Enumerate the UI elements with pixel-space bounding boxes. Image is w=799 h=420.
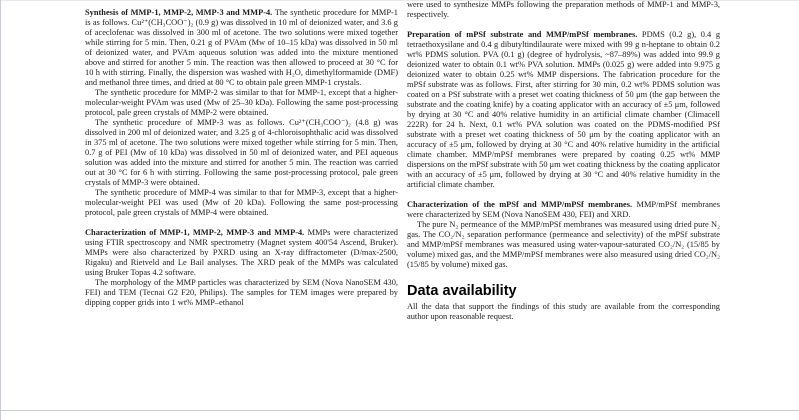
run-in-heading-characterization-membranes: Characterization of the mPSf and MMP/mPSf membranes. [407, 200, 633, 209]
paragraph-text: The synthetic procedure for MMP-2 was similar to that for MMP-1, except that a higher-molecular-weight PVAm was used (Mw of 25–30 kDa). Following the same post-processing protocol, pale green crystals of MMP-2 were obtained. [85, 88, 398, 117]
run-in-heading-synthesis: Synthesis of MMP-1, MMP-2, MMP-3 and MMP-4. [85, 8, 273, 17]
left-column [85, 8, 398, 308]
paragraph-synthesis-mmp3 [85, 118, 398, 188]
paragraph-text: The morphology of the MMP particles was characterized by SEM (Nova NanoSEM 430, FEI) and TEM (Tecnai G2 F20, Philips). The samples for TEM images were prepared by dipping copper grids into 1 wt% MMP–ethanol [85, 278, 398, 307]
paragraph-characterization-mmps [85, 228, 398, 278]
paragraph-text: MMP/mPSf membranes were characterized by SEM (Nova NanoSEM 430, FEI) and XRD. [407, 200, 721, 219]
page-boundary-line [0, 410, 799, 411]
run-in-heading-characterization-mmps: Characterization of MMP-1, MMP-2, MMP-3 and MMP-4. [85, 228, 305, 237]
section-heading-data-availability: Data availability [407, 283, 517, 299]
run-in-heading-preparation-mpsf: Preparation of mPSf substrate and MMP/mPSf membranes. [407, 30, 638, 39]
paragraph-text: were used to synthesize MMPs following the preparation methods of MMP-1 and MMP-3, respectively. [407, 0, 720, 19]
paragraph-morphology [85, 278, 398, 308]
right-column [407, 0, 720, 322]
paragraph-data-availability [407, 302, 720, 322]
page-edge-left [0, 0, 1, 420]
paragraph-text: The synthetic procedure of MMP-4 was similar to that for MMP-3, except that a higher-molecular-weight PEI was used (Mw of 20 kDa). Following the same post-processing protocol, pale green crystals of MMP-4 were obtained. [85, 188, 398, 217]
paragraph-synthesis-mmp1 [85, 8, 398, 88]
paragraph-text: The synthetic procedure for MMP-1 is as follows. Cu²⁺(CH₃COO⁻)₂ (0.9 g) was dissolved in 10 ml of deionized water, and 3.6 g of aceclofenac was dissolved in 300 ml of acetone. The two solutions were mixed together while stirring for 5 min. Then, 0.21 g of PVAm (Mw of 10–15 kDa) was dissolved in 50 ml of deionized water, and PVAm aqueous solution was added into the mixture mentioned above and stirred for another 5 min. The reaction was then allowed to proceed at 30 °C for 10 h with stirring. Finally, the dispersion was washed with H₂O, dimethylformamide (DMF) and methanol three times, and dried at 80 °C to obtain pale green MMP-1 crystals. [85, 8, 398, 87]
paragraph-synthesis-mmp2 [85, 88, 398, 118]
paragraph-permeance [407, 220, 720, 270]
paragraph-text: The pure N₂ permeance of the MMP/mPSf membranes was measured using dried pure N₂ gas. The CO₂/N₂ separation performance (permeance and selectivity) of the mPSf substrate and MMP/mPSf membranes was measured using water-vapour-saturated CO₂/N₂ (15/85 by volume) mixed gas, and the MMP/mPSf membranes were also measured using dried CO₂/N₂ (15/85 by volume) mixed gas. [407, 220, 720, 269]
paragraph-synthesis-mmp4 [85, 188, 398, 218]
paragraph-continuation [407, 0, 720, 20]
paragraph-text: MMPs were characterized using FTIR spectroscopy and NMR spectrometry (Magnet system 400'54 Ascend, Bruker). MMPs were also characterized by PXRD using an X-ray diffractometer (D/max-2500, Rigaku) and Rietveld and Le Bail analyses. The XRD peak of the MMPs was calculated using Bruker Topas 4.2 software. [85, 228, 398, 277]
paragraph-text: The synthetic procedure of MMP-3 was as follows. Cu²⁺(CH₃COO⁻)₂ (4.8 g) was dissolved in 200 ml of deionized water, and 3.25 g of 4-chloroisophthalic acid was dissolved in 375 ml of acetone. The two solutions were mixed together while stirring for 5 min. Then, 0.7 g of PEI (Mw of 10 kDa) was dissolved in 50 ml of deionized water, and PEI aqueous solution was added into the mixture and stirred for another 5 min. The reaction was carried out at 30 °C for 6 h with stirring. Following the same post-processing protocol, pale green crystals of MMP-3 were obtained. [85, 118, 398, 187]
paragraph-text: PDMS (0.2 g), 0.4 g tetraethoxysilane and 0.4 g dibutyltindilaurate were mixed with 99 g n-heptane to obtain 0.2 wt% PDMS solution. PVA (0.1 g) (degree of hydrolysis, ~87–89%) was added into 99.9 g deionized water to obtain 0.1 wt% PVA solution. MMPs (0.025 g) were added into 9.975 g deionized water to obtain 0.25 wt% MMP dispersions. The fabrication procedure for the mPSf substrate was as follows. First, after stirring for 30 min, 0.2 wt% PDMS solution was coated on a PSf substrate with a preset wet coating thickness of 50 μm (the gap between the substrate and the coating knife) by a coating applicator with an accuracy of ±5 μm, followed by drying at 30 °C and 40% relative humidity in an artificial climate chamber (Climacell 222R) for 24 h. Next, 0.1 wt% PVA solution was coated on the PDMS-modified PSf substrate with a preset wet coating thickness of 50 μm by the coating applicator with an accuracy of ±5 μm, followed by drying at 30 °C and 40% relative humidity in the artificial climate chamber. MMP/mPSf membranes were prepared by coating 0.25 wt% MMP dispersions on the mPSf substrate with 50 μm wet coating thickness by the coating applicator with an accuracy of ±5 μm, followed by drying at 30 °C and 40% relative humidity in the artificial climate chamber. [407, 30, 721, 189]
paragraph-text: All the data that support the findings of this study are available from the corresponding author upon reasonable request. [407, 302, 720, 321]
paragraph-characterization-membranes [407, 200, 720, 220]
paragraph-preparation-mpsf [407, 30, 720, 190]
